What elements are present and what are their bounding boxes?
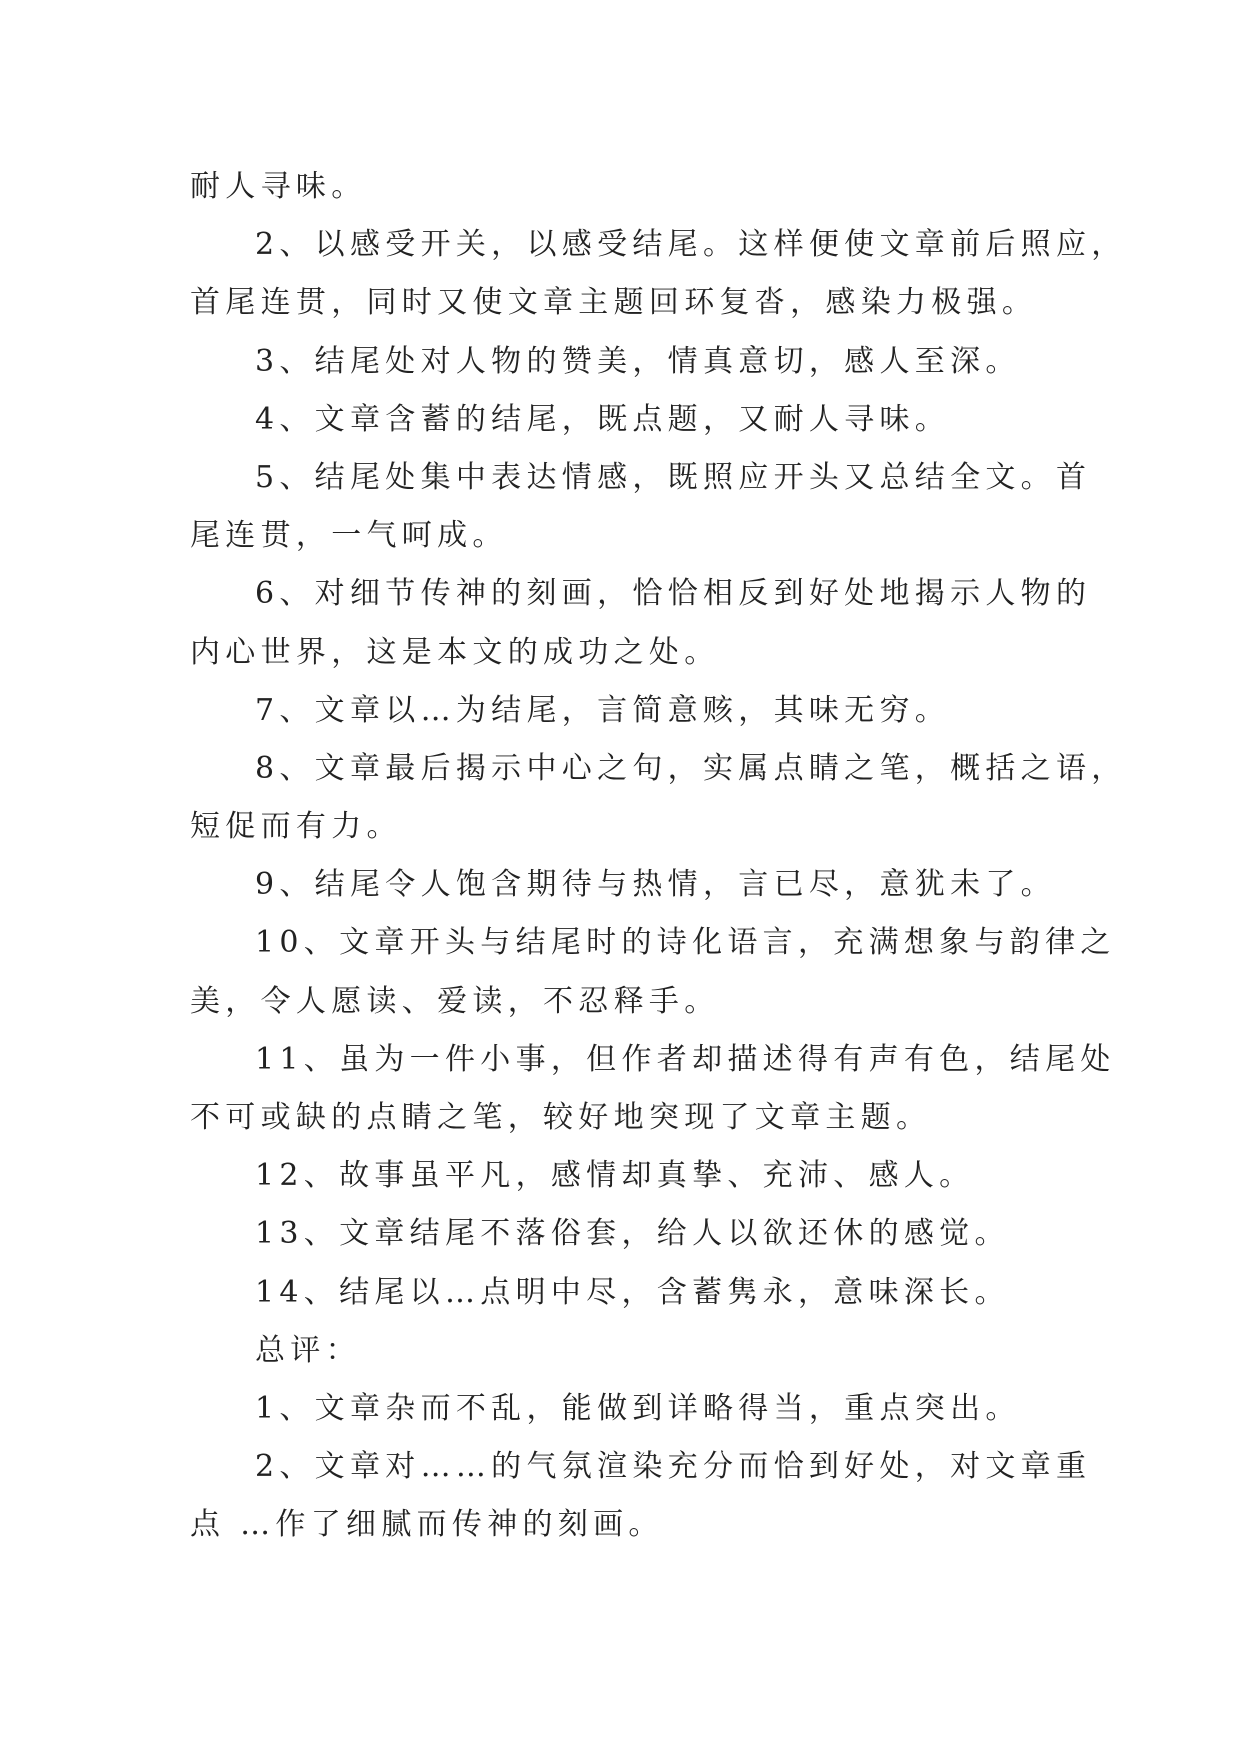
text-line: 美，令人愿读、爱读，不忍释手。 <box>190 983 720 1019</box>
text-line: 8、文章最后揭示中心之句，实属点睛之笔，概括之语， <box>255 750 1127 786</box>
text-line: 6、对细节传神的刻画，恰恰相反到好处地揭示人物的 <box>255 576 1092 612</box>
text-line: 内心世界，这是本文的成功之处。 <box>190 634 720 670</box>
text-line: 14、结尾以…点明中尽，含蓄隽永，意味深长。 <box>255 1274 1010 1310</box>
text-line: 2、文章对……的气氛渲染充分而恰到好处，对文章重 <box>255 1449 1092 1485</box>
text-line: 不可或缺的点睛之笔，较好地突现了文章主题。 <box>190 1100 932 1135</box>
text-line: 3、结尾处对人物的赞美，情真意切，感人至深。 <box>255 343 1021 379</box>
text-line: 10、文章开头与结尾时的诗化语言，充满想象与韵律之 <box>255 925 1116 961</box>
text-line: 耐人寻味。 <box>190 169 367 204</box>
text-line: 5、结尾处集中表达情感，既照应开头又总结全文。首 <box>255 459 1092 495</box>
text-line: 11、虽为一件小事，但作者却描述得有声有色，结尾处 <box>255 1041 1116 1077</box>
text-line: 13、文章结尾不落俗套，给人以欲还休的感觉。 <box>255 1216 1010 1252</box>
text-line: 12、故事虽平凡，感情却真挚、充沛、感人。 <box>255 1158 975 1194</box>
text-line: 7、文章以…为结尾，言简意赅，其味无穷。 <box>255 692 951 728</box>
text-line: 4、文章含蓄的结尾，既点题，又耐人寻味。 <box>255 401 951 437</box>
text-line: 点 …作了细腻而传神的刻画。 <box>190 1507 664 1543</box>
text-line: 短促而有力。 <box>190 809 402 845</box>
text-line: 9、结尾令人饱含期待与热情，言已尽，意犹未了。 <box>255 867 1056 903</box>
document-body <box>190 158 1127 1555</box>
text-line: 1、文章杂而不乱，能做到详略得当，重点突出。 <box>255 1390 1021 1426</box>
text-line: 尾连贯，一气呵成。 <box>190 518 508 554</box>
section-heading: 总评： <box>255 1332 361 1368</box>
text-line: 首尾连贯，同时又使文章主题回环复沓，感染力极强。 <box>190 285 1038 321</box>
text-line: 2、以感受开关，以感受结尾。这样便使文章前后照应， <box>255 227 1127 263</box>
